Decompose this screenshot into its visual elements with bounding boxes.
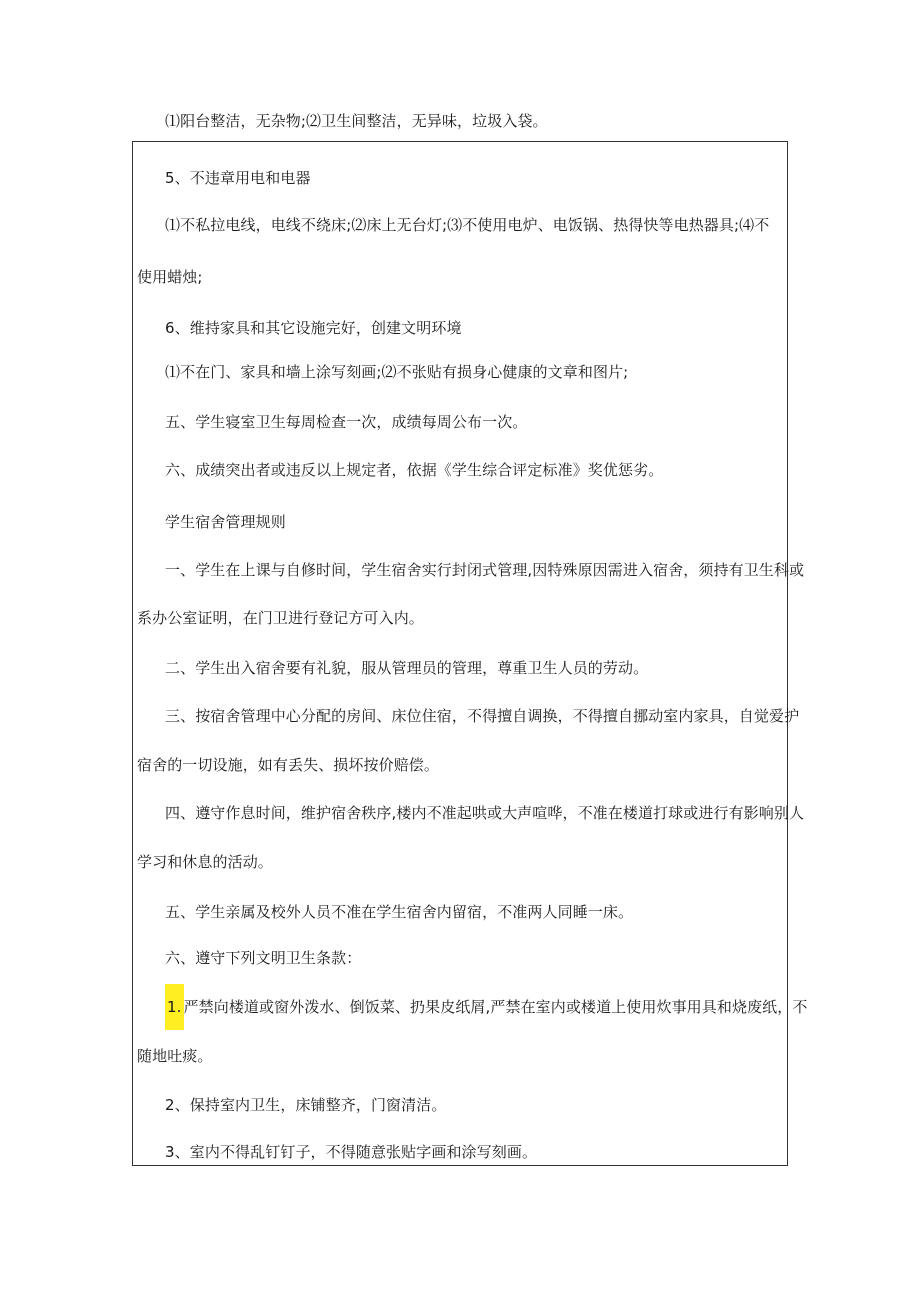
paragraph-clause-1 — [165, 996, 808, 1018]
paragraph-rule-1: 一、学生在上课与自修时间，学生宿舍实行封闭式管理,因特殊原因需进入宿舍，须持有卫生科或 — [165, 561, 805, 579]
clause-1-text: 严禁向楼道或窗外泼水、倒饭菜、扔果皮纸屑,严禁在室内或楼道上使用炊事用具和烧废纸，不 — [183, 998, 808, 1016]
paragraph-rule-6: 六、遵守下列文明卫生条款： — [165, 949, 362, 967]
paragraph-rule-3: 三、按宿舍管理中心分配的房间、床位住宿，不得擅自调换，不得擅自挪动室内家具，自觉爱护 — [165, 707, 800, 725]
heading-electrical: 5、不违章用电和电器 — [165, 169, 311, 187]
paragraph-clause-3: 3、室内不得乱钉钉子，不得随意张贴字画和涂写刻画。 — [165, 1143, 538, 1161]
paragraph-rule-5: 五、学生亲属及校外人员不准在学生宿舍内留宿，不准两人同睡一床。 — [165, 903, 634, 921]
paragraph-rewards-penalties: 六、成绩突出者或违反以上规定者，依据《学生综合评定标准》奖优惩劣。 — [165, 461, 664, 479]
paragraph-weekly-inspection: 五、学生寝室卫生每周检查一次，成绩每周公布一次。 — [165, 413, 528, 431]
paragraph-rule-4: 四、遵守作息时间，维护宿舍秩序,楼内不准起哄或大声喧哗，不准在楼道打球或进行有影响别人 — [165, 804, 805, 822]
paragraph-furniture-rules: ⑴不在门、家具和墙上涂写刻画;⑵不张贴有损身心健康的文章和图片; — [165, 363, 629, 381]
heading-furniture: 6、维持家具和其它设施完好，创建文明环境 — [165, 319, 462, 337]
paragraph-balcony-bathroom: ⑴阳台整洁，无杂物;⑵卫生间整洁，无异味，垃圾入袋。 — [165, 112, 548, 130]
paragraph-rule-1-cont: 系办公室证明，在门卫进行登记方可入内。 — [137, 609, 424, 627]
section-title-dorm-rules: 学生宿舍管理规则 — [165, 513, 286, 531]
paragraph-electrical-rules-cont: 使用蜡烛; — [137, 268, 203, 286]
highlighted-number: 1. — [165, 984, 184, 1030]
paragraph-electrical-rules: ⑴不私拉电线，电线不绕床;⑵床上无台灯;⑶不使用电炉、电饭锅、热得快等电热器具;⑷不 — [165, 216, 770, 234]
paragraph-rule-3-cont: 宿舍的一切设施，如有丢失、损坏按价赔偿。 — [137, 756, 440, 774]
paragraph-rule-2: 二、学生出入宿舍要有礼貌，服从管理员的管理，尊重卫生人员的劳动。 — [165, 659, 649, 677]
paragraph-clause-2: 2、保持室内卫生，床铺整齐，门窗清洁。 — [165, 1096, 447, 1114]
paragraph-rule-4-cont: 学习和休息的活动。 — [137, 853, 273, 871]
paragraph-clause-1-cont: 随地吐痰。 — [137, 1047, 213, 1065]
